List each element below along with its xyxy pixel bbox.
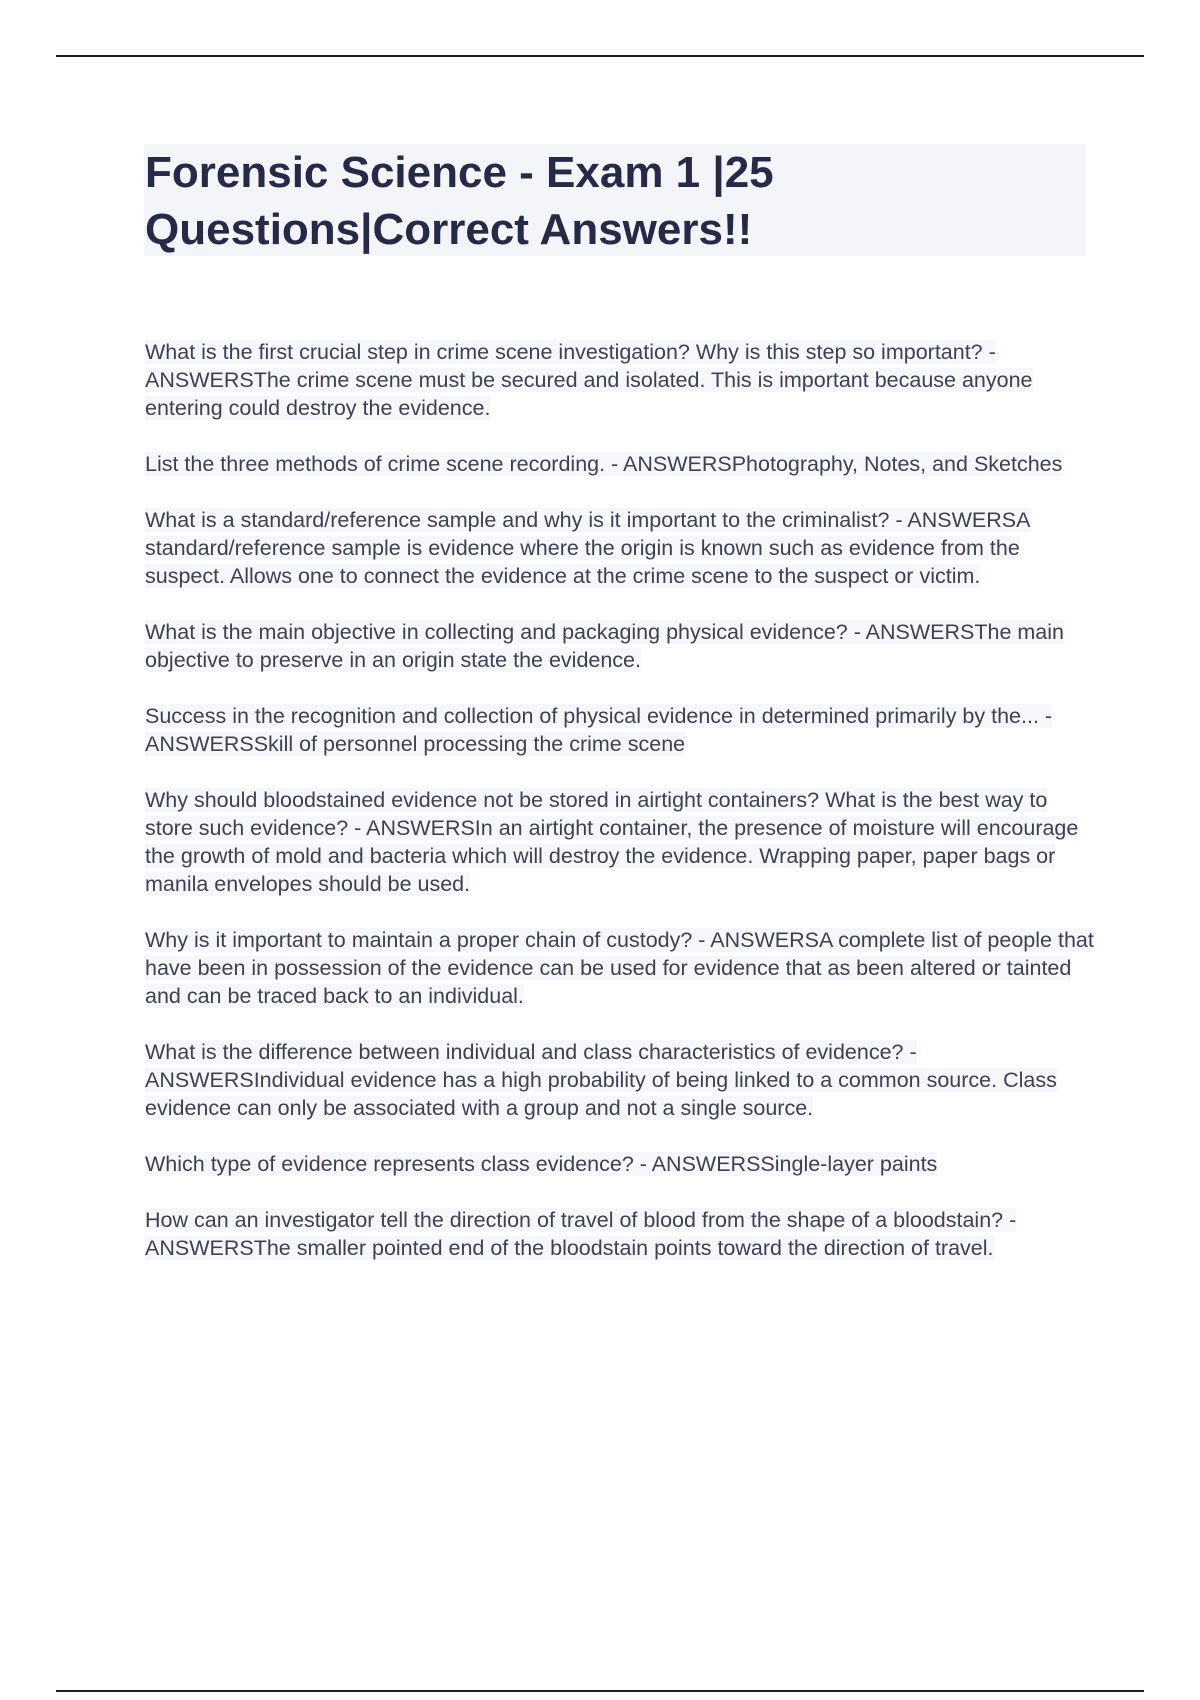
qa-item: [145, 450, 1095, 478]
qa-text: What is a standard/reference sample and why is it important to the criminalist? - ANSWERSA standard/reference sample is evidence where the origin is known such as evidence from the suspect. Allows one to connect the evidence at the crime scene to the suspect or victim.: [145, 508, 1031, 588]
qa-text: List the three methods of crime scene recording. - ANSWERSPhotography, Notes, and Sketches: [145, 452, 1063, 476]
top-divider: [56, 55, 1144, 57]
qa-item: [145, 1038, 1095, 1122]
qa-text: Success in the recognition and collection of physical evidence in determined primarily by the... - ANSWERSSkill of personnel processing the crime scene: [145, 704, 1053, 756]
qa-text: Which type of evidence represents class evidence? - ANSWERSSingle-layer paints: [145, 1152, 938, 1176]
document-title: Forensic Science - Exam 1 |25 Questions|Correct Answers!!: [145, 148, 774, 254]
qa-item: [145, 338, 1095, 422]
qa-item: [145, 702, 1095, 758]
qa-text: Why should bloodstained evidence not be stored in airtight containers? What is the best way to store such evidence? - ANSWERSIn an airtight container, the presence of moisture will encourage the growth of mold and bacteria which will destroy the evidence. Wrapping paper, paper bags or manila envelopes should be used.: [145, 788, 1079, 896]
qa-text: Why is it important to maintain a proper chain of custody? - ANSWERSA complete list of people that have been in possession of the evidence can be used for evidence that as been altered or tainted and can be traced back to an individual.: [145, 928, 1094, 1008]
qa-item: [145, 506, 1095, 590]
qa-text: What is the difference between individual and class characteristics of evidence? - ANSWERSIndividual evidence has a high probability of being linked to a common source. Class evidence can only be associated with a group and not a single source.: [145, 1040, 1057, 1120]
qa-item: [145, 618, 1095, 674]
qa-text: What is the first crucial step in crime scene investigation? Why is this step so important? - ANSWERSThe crime scene must be secured and isolated. This is important because anyone entering could destroy the evidence.: [145, 340, 1033, 420]
qa-item: [145, 786, 1095, 898]
qa-item: [145, 1150, 1095, 1178]
qa-list: [145, 338, 1095, 1290]
qa-item: [145, 926, 1095, 1010]
qa-text: How can an investigator tell the direction of travel of blood from the shape of a bloodstain? - ANSWERSThe smaller pointed end of the bloodstain points toward the direction of travel.: [145, 1208, 1017, 1260]
bottom-divider: [56, 1690, 1144, 1692]
qa-item: [145, 1206, 1095, 1262]
qa-text: What is the main objective in collecting and packaging physical evidence? - ANSWERSThe main objective to preserve in an origin state the evidence.: [145, 620, 1064, 672]
